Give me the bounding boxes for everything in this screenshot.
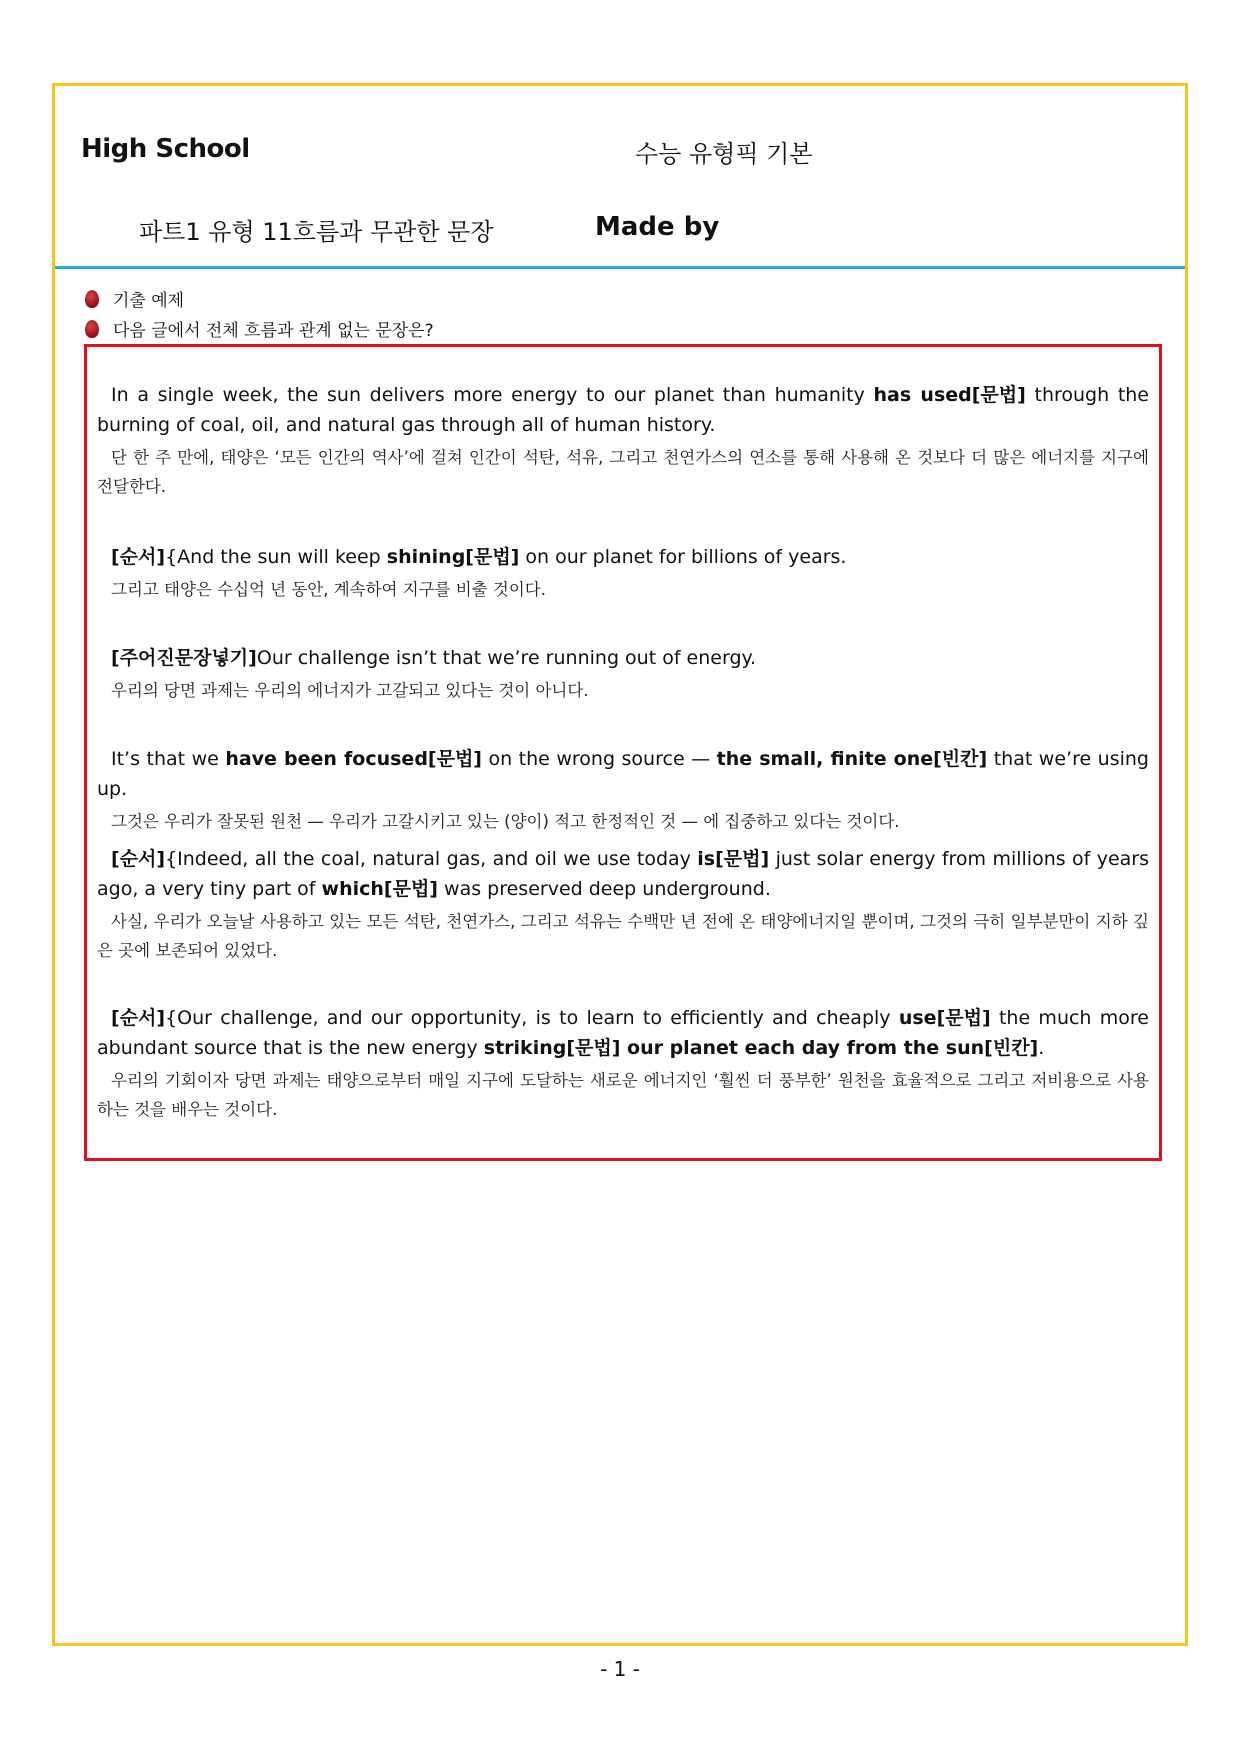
emphasis-text: use[문법] [898,1007,991,1029]
sentence-text: just solar energy from millions of years ago, a very tiny part of [97,848,1149,900]
page-number: - 1 - [600,1657,640,1681]
passage-paragraph [97,643,1149,705]
header-made-by: Made by [595,212,720,242]
korean-translation: 사실, 우리가 오늘날 사용하고 있는 모든 석탄, 천연가스, 그리고 석유는 수백만 년 전에 온 태양에너지일 뿐이며, 그것의 극히 일부분만이 지하 깊은 곳에 보존되어 있었다. [97,912,1149,960]
english-sentence [97,643,1149,673]
korean-translation: 우리의 기회이자 당면 과제는 태양으로부터 매일 지구에 도달하는 새로운 에너지인 ‘훨씬 더 풍부한’ 원천을 효율적으로 그리고 저비용으로 사용하는 것을 배우는 것이다. [97,1071,1149,1119]
bullet-row-question [85,316,434,341]
bullet-label: 기출 예제 [113,291,185,311]
emphasis-text: has used[문법] [873,384,1026,406]
korean-translation: 우리의 당면 과제는 우리의 에너지가 고갈되고 있다는 것이 아니다. [111,681,589,700]
passage-paragraph [97,380,1149,501]
sentence-text: the much more abundant source that is the new energy [97,1007,1149,1059]
header-title: High School [81,134,250,164]
sentence-text: was preserved deep underground. [438,878,771,900]
emphasis-text: have been focused[문법] [225,748,482,770]
emphasis-text: [순서] [111,1007,166,1029]
passage-paragraph [97,1003,1149,1124]
sentence-text: It’s that we [111,748,226,770]
sentence-text: {Our challenge, and our opportunity, is to learn to efficiently and cheaply [165,1007,899,1029]
emphasis-text: [순서] [111,848,166,870]
korean-translation: 그것은 우리가 잘못된 원천 — 우리가 고갈시키고 있는 (양이) 적고 한정적인 것 — 에 집중하고 있다는 것이다. [111,812,900,831]
emphasis-text: is[문법] [697,848,770,870]
sentence-text: on our planet for billions of years. [519,546,847,568]
english-sentence [97,1003,1149,1063]
header-part: 파트1 유형 11흐름과 무관한 문장 [139,218,494,246]
sentence-text: {Indeed, all the coal, natural gas, and oil we use today [165,848,698,870]
emphasis-text: [주어진문장넣기] [111,647,257,669]
question-prompt: 다음 글에서 전체 흐름과 관계 없는 문장은? [113,321,434,341]
header-divider [55,266,1185,269]
sentence-text: Our challenge isn’t that we’re running out of energy. [256,647,757,669]
korean-translation: 단 한 주 만에, 태양은 ‘모든 인간의 역사’에 걸쳐 인간이 석탄, 석유, 그리고 천연가스의 연소를 통해 사용해 온 것보다 더 많은 에너지를 지구에 전달한다. [97,448,1149,496]
sentence-text: {And the sun will keep [165,546,387,568]
sentence-text: through the burning of coal, oil, and natural gas through all of human history. [97,384,1149,436]
passage-paragraph [97,844,1149,965]
bullet-row-example [85,286,184,311]
page-frame [52,83,1188,1646]
strawberry-bullet-icon [85,320,99,338]
english-sentence [97,844,1149,904]
sentence-text: on the wrong source — [482,748,717,770]
passage-paragraph [97,542,1149,604]
emphasis-text: striking[문법] our planet each day from the sun[빈칸] [483,1037,1039,1059]
header-subtitle: 수능 유형픽 기본 [635,140,813,168]
english-sentence [97,380,1149,440]
passage-paragraph [97,744,1149,836]
emphasis-text: [순서] [111,546,166,568]
sentence-text: that we’re using up. [97,748,1149,800]
korean-translation: 그리고 태양은 수십억 년 동안, 계속하여 지구를 비출 것이다. [111,580,546,599]
english-sentence [97,542,1149,572]
emphasis-text: shining[문법] [386,546,520,568]
emphasis-text: which[문법] [321,878,438,900]
strawberry-bullet-icon [85,290,99,308]
sentence-text: In a single week, the sun delivers more energy to our planet than humanity [111,384,874,406]
emphasis-text: the small, finite one[빈칸] [716,748,988,770]
passage-box [84,344,1162,1161]
english-sentence [97,744,1149,804]
sentence-text: . [1038,1037,1045,1059]
